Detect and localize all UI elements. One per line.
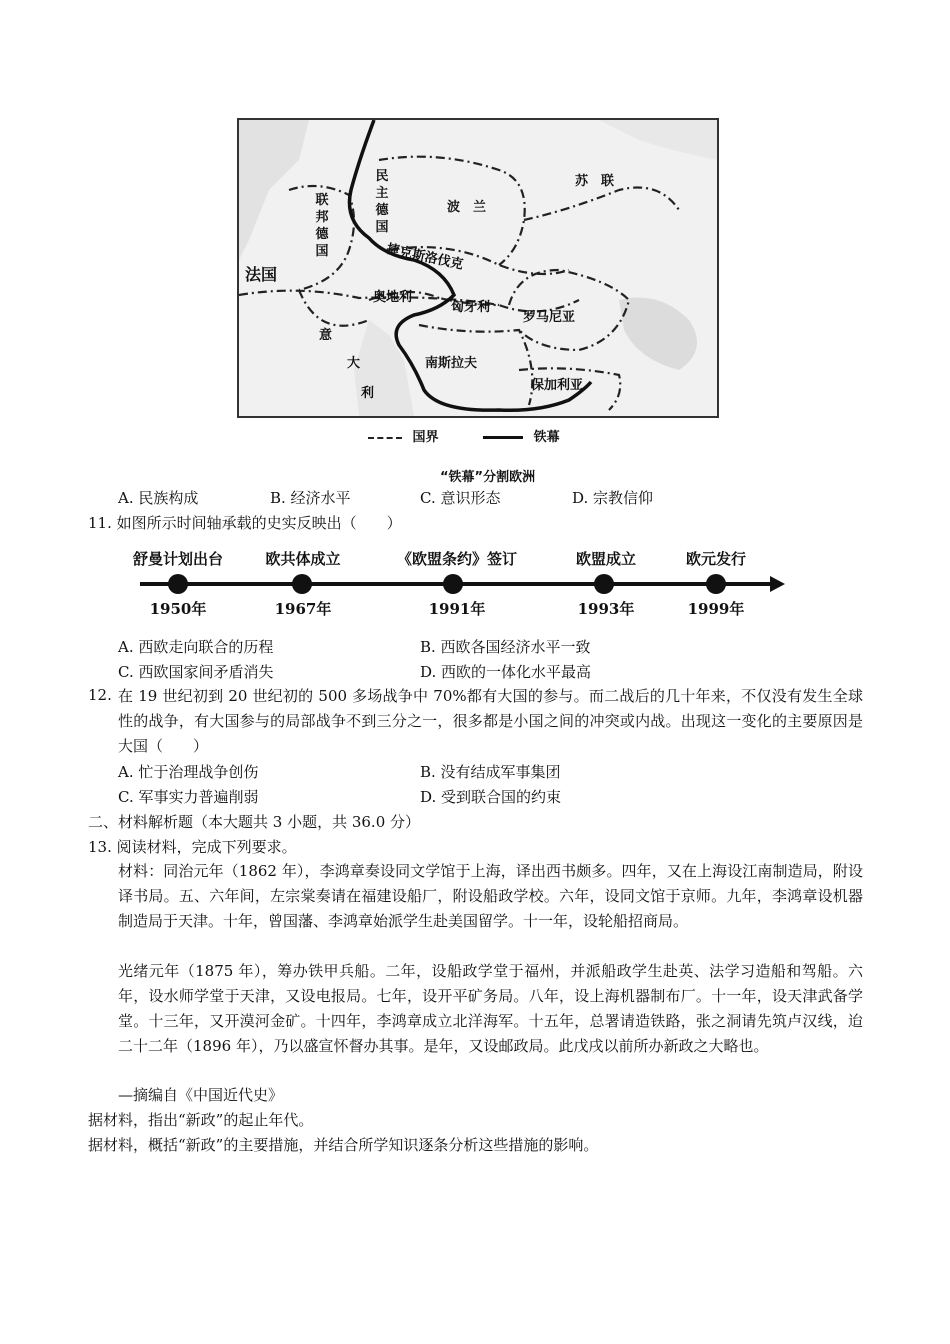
timeline-dot-2 xyxy=(292,574,312,594)
q10-option-a: A. 民族构成 xyxy=(118,489,199,507)
map-label-hungary: 匈牙利 xyxy=(451,300,491,315)
timeline-dot-5 xyxy=(706,574,726,594)
q13-material-para-2: 光绪元年（1875 年），筹办铁甲兵船。二年，设船政学堂于福州，并派船政学生赴英、法学习造船和驾船。六年，设水师学堂于天津，又设电报局。七年，设开平矿务局。八年，设上海机器制布厂。十一年，设天津武备学堂。十三年，又开漠河金矿。十四年，李鸿章成立北洋海军。十五年，总署请造铁路，张之洞请先筑卢汉线，迨二十二年（1896 年），乃以盛宣怀督办其事。是年，又设邮政局。此戊戌以前所办新政之大略也。 xyxy=(118,962,863,1055)
timeline-label-5: 欧元发行 xyxy=(685,550,747,568)
legend-border-symbol xyxy=(368,437,402,439)
iron-curtain-map xyxy=(237,118,719,418)
q12-stem: 在 19 世纪初到 20 世纪初的 500 多场战争中 70%都有大国的参与。而二战后的几十年来，不仅没有发生全球性的战争，有大国参与的局部战争不到三分之一，很多都是小国之间的冲突或内战。出现这一变化的主要原因是大国（ ） xyxy=(118,687,863,755)
timeline-year-5: 1999年 xyxy=(687,600,745,618)
timeline-label-4: 欧盟成立 xyxy=(575,550,637,568)
map-label-poland: 波 兰 xyxy=(447,200,487,215)
q12-option-c: C. 军事实力普遍削弱 xyxy=(118,788,259,806)
legend-curtain-symbol xyxy=(483,436,523,439)
q13-stem: 13. 阅读材料，完成下列要求。 xyxy=(88,838,297,856)
q13-material-para-1: 材料：同治元年（1862 年），李鸿章奏设同文学馆于上海，译出西书颇多。四年，又在上海设江南制造局，附设译书局。五、六年间，左宗棠奏请在福建设船厂，附设船政学校。六年，设同文馆于京师。九年，李鸿章设机器制造局于天津。十年，曾国藩、李鸿章始派学生赴美国留学。十一年，设轮船招商局。 xyxy=(118,862,863,930)
sea-area xyxy=(599,120,717,160)
q11-option-b: B. 西欧各国经济水平一致 xyxy=(420,638,591,656)
timeline-dot-1 xyxy=(168,574,188,594)
map-label-austria: 奥地利 xyxy=(373,290,413,305)
map-label-czechoslovakia: 捷克斯洛伐克 xyxy=(385,241,465,273)
q12-option-a: A. 忙于治理战争创伤 xyxy=(118,763,259,781)
map-label-italy-1: 意 xyxy=(319,328,333,343)
q12-option-b: B. 没有结成军事集团 xyxy=(420,763,561,781)
q12-option-d: D. 受到联合国的约束 xyxy=(420,788,562,806)
q10-option-d: D. 宗教信仰 xyxy=(572,489,654,507)
q11-stem: 11. 如图所示时间轴承载的史实反映出（ ） xyxy=(88,514,402,532)
q11-option-a: A. 西欧走向联合的历程 xyxy=(118,638,274,656)
map-label-romania: 罗马尼亚 xyxy=(523,310,576,325)
sea-area xyxy=(619,298,697,371)
map-legend xyxy=(368,426,560,445)
map-label-france: 法国 xyxy=(245,265,278,284)
timeline xyxy=(0,540,950,630)
timeline-dot-4 xyxy=(594,574,614,594)
national-borders xyxy=(239,157,679,410)
q10-option-b: B. 经济水平 xyxy=(270,489,351,507)
timeline-label-2: 欧共体成立 xyxy=(265,550,341,568)
q11-option-d: D. 西欧的一体化水平最高 xyxy=(420,663,592,681)
map-label-soviet: 苏 联 xyxy=(575,174,615,189)
timeline-year-4: 1993年 xyxy=(577,600,635,618)
q13-requirement-2: 据材料，概括“新政”的主要措施，并结合所学知识逐条分析这些措施的影响。 xyxy=(88,1136,599,1154)
q13-source: —摘编自《中国近代史》 xyxy=(118,1086,284,1104)
section-heading: 二、材料解析题（本大题共 3 小题，共 36.0 分） xyxy=(88,813,421,831)
map-label-gdr: 民主德国 xyxy=(375,169,389,235)
map-label-bulgaria: 保加利亚 xyxy=(531,378,584,393)
map-drawing xyxy=(239,120,717,416)
q11-option-c: C. 西欧国家间矛盾消失 xyxy=(118,663,274,681)
timeline-label-3: 《欧盟条约》签订 xyxy=(396,550,518,568)
q12-number: 12. xyxy=(88,686,112,704)
sea-area xyxy=(354,320,414,416)
timeline-year-2: 1967年 xyxy=(274,600,332,618)
map-caption: “铁幕”分割欧洲 xyxy=(440,470,536,485)
legend-curtain-label: 铁幕 xyxy=(533,430,560,445)
sea-area xyxy=(239,120,309,260)
map-label-italy-3: 利 xyxy=(361,386,375,401)
timeline-dot-3 xyxy=(443,574,463,594)
map-label-italy-2: 大 xyxy=(347,356,361,371)
map-label-frg: 联邦德国 xyxy=(315,193,329,259)
q13-requirement-1: 据材料，指出“新政”的起止年代。 xyxy=(88,1111,314,1129)
timeline-year-3: 1991年 xyxy=(428,600,486,618)
q10-option-c: C. 意识形态 xyxy=(420,489,501,507)
timeline-year-1: 1950年 xyxy=(149,600,207,618)
map-label-yugoslavia: 南斯拉夫 xyxy=(425,356,478,371)
legend-border-label: 国界 xyxy=(412,430,439,445)
timeline-label-1: 舒曼计划出台 xyxy=(132,550,224,568)
